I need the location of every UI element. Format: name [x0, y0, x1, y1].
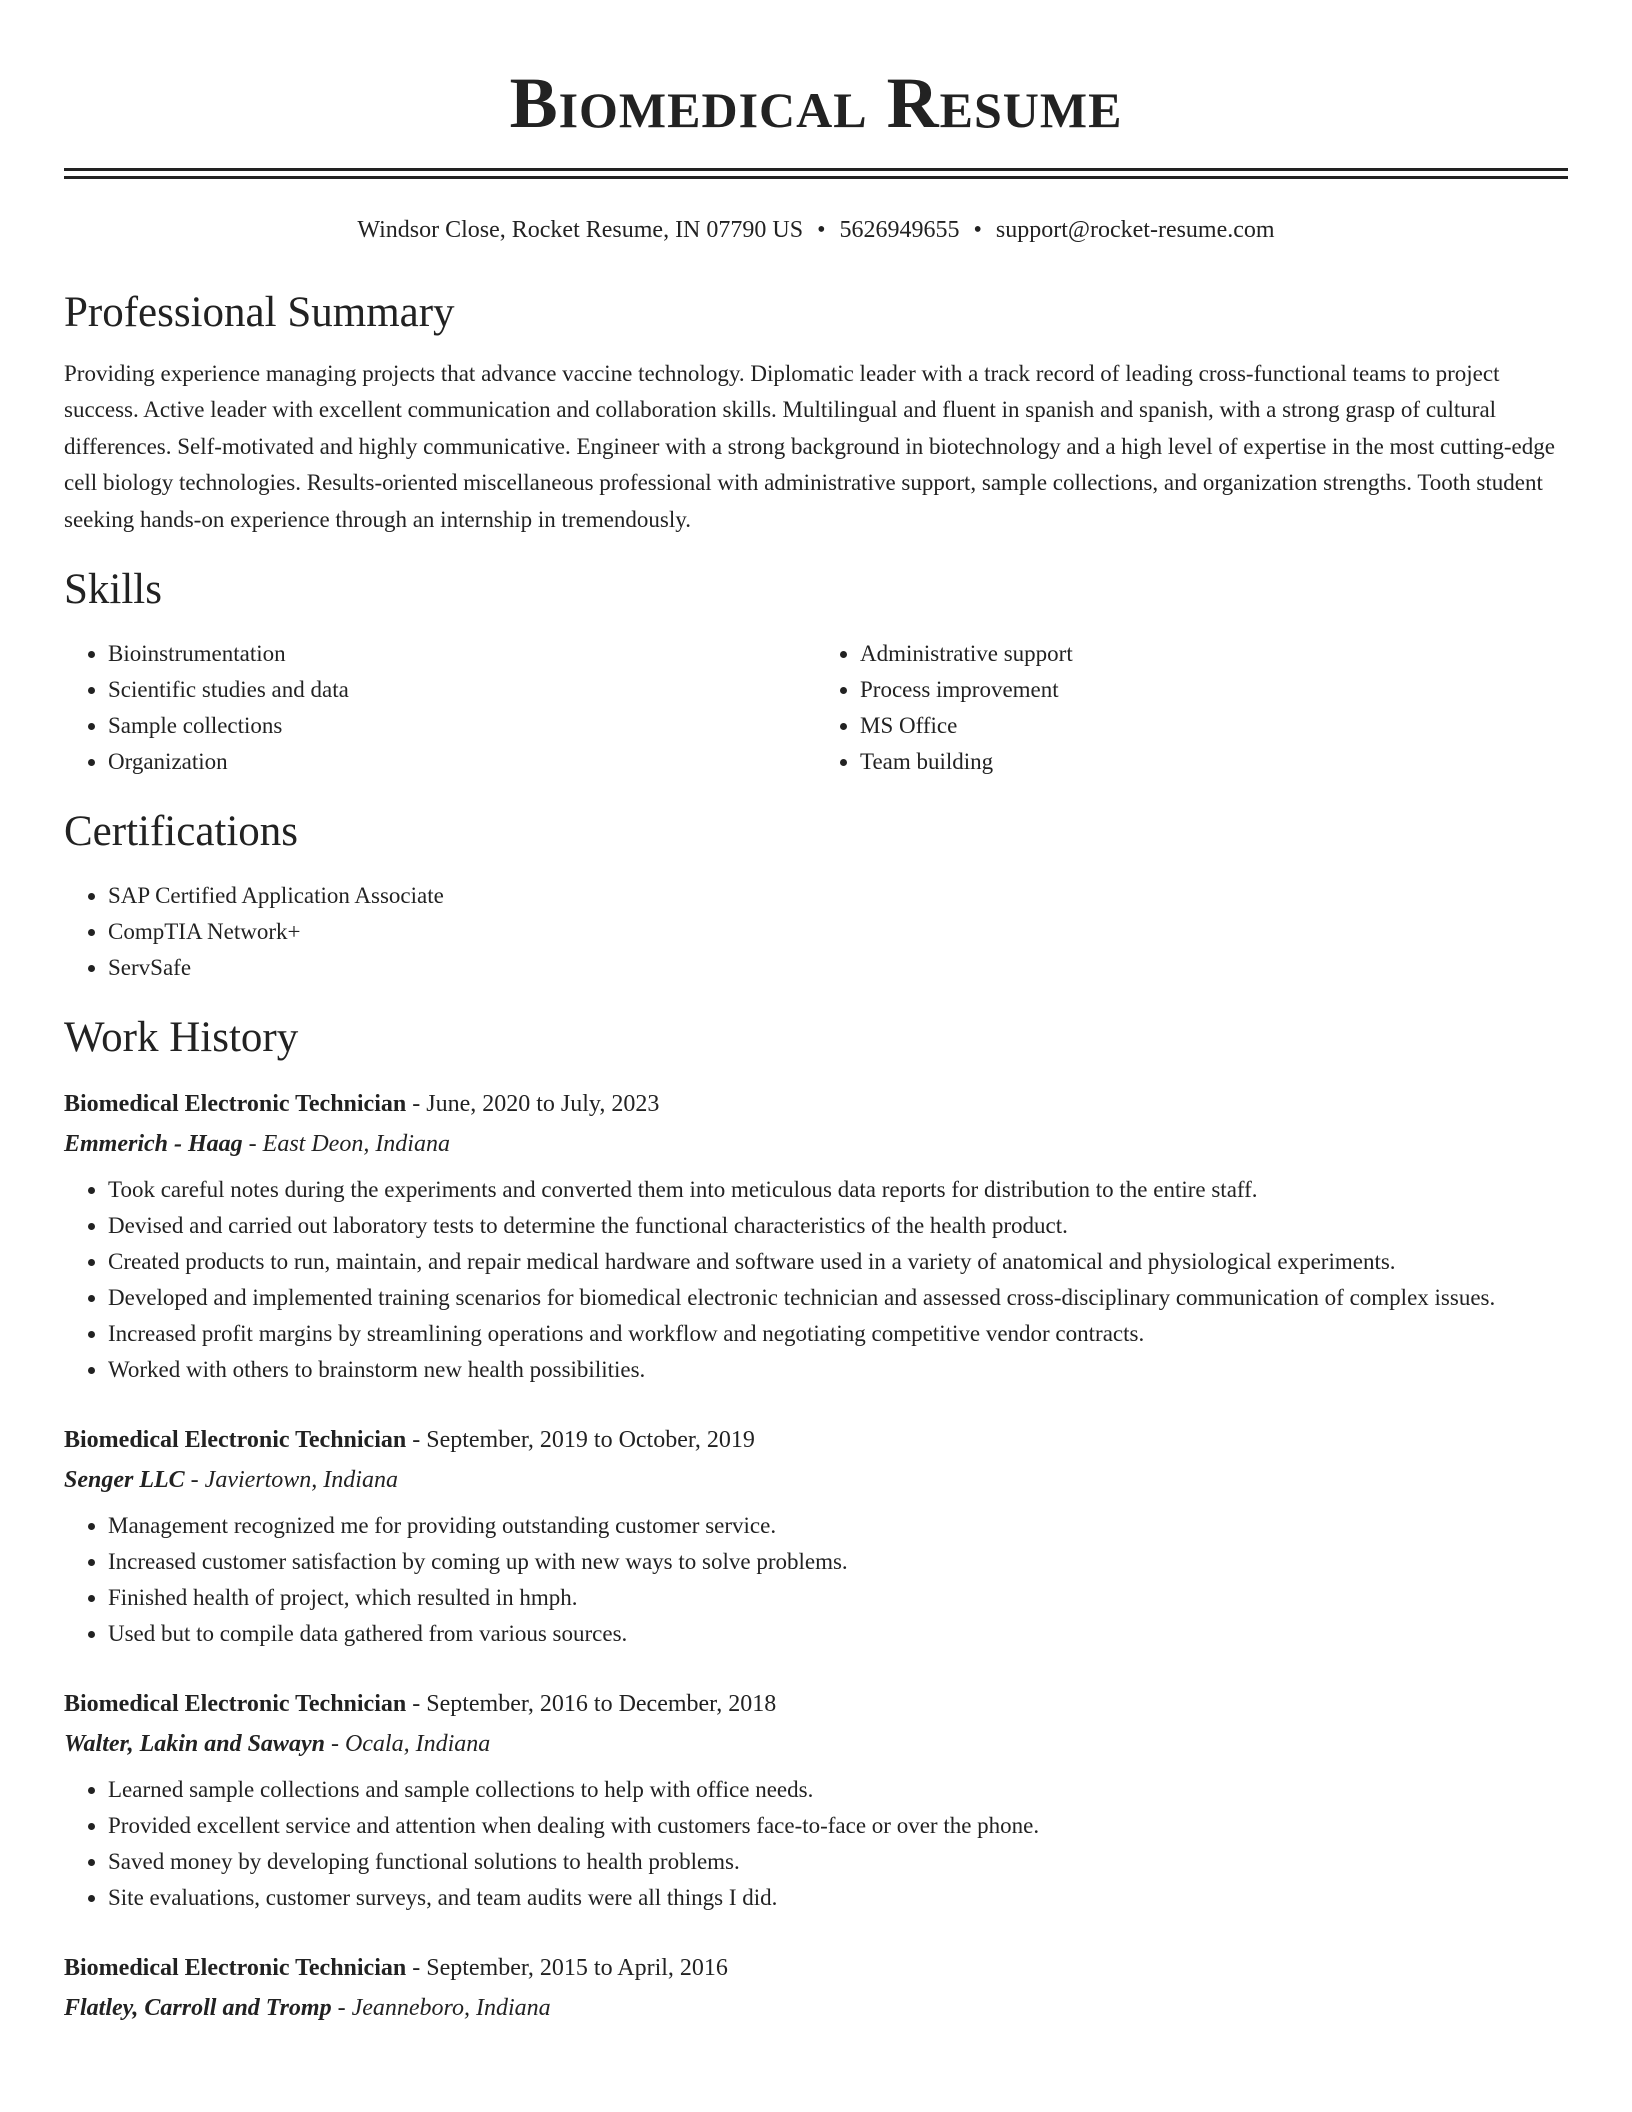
skill-item: • Scientific studies and data	[108, 672, 816, 708]
job-bullet: • Saved money by developing functional solutions to health problems.	[108, 1844, 1568, 1880]
job-entry	[64, 1948, 1568, 2028]
job-bullet: • Took careful notes during the experiments and converted them into meticulous data reports for distribution to the entire staff.	[108, 1172, 1568, 1208]
job-bullet: • Provided excellent service and attention when dealing with customers face-to-face or over the phone.	[108, 1808, 1568, 1844]
job-location: - Jeanneboro, Indiana	[331, 1995, 551, 2022]
job-bullet: • Worked with others to brainstorm new health possibilities.	[108, 1352, 1568, 1388]
job-bullets	[64, 1772, 1568, 1916]
contact-separator: •	[973, 217, 982, 243]
job-dates: - September, 2015 to April, 2016	[406, 1955, 728, 1982]
job-location: - Ocala, Indiana	[324, 1731, 491, 1758]
job-title-line	[64, 1084, 1568, 1124]
skills-grid	[64, 636, 1568, 780]
contact-line	[64, 215, 1568, 245]
job-bullet: • Finished health of project, which resulted in hmph.	[108, 1580, 1568, 1616]
certifications-heading: Certifications	[64, 808, 299, 856]
contact-email: support@rocket-resume.com	[995, 217, 1275, 243]
contact-phone: 5626949655	[839, 217, 960, 243]
contact-address: Windsor Close, Rocket Resume, IN 07790 US	[357, 217, 804, 243]
job-entry	[64, 1684, 1568, 1916]
job-bullets	[64, 1172, 1568, 1388]
job-company-line	[64, 1988, 1568, 2028]
certification-item: • CompTIA Network+	[108, 914, 1568, 950]
job-company: Emmerich - Haag	[64, 1131, 243, 1158]
job-entry	[64, 1420, 1568, 1652]
job-title-line	[64, 1420, 1568, 1460]
summary-text: Providing experience managing projects that advance vaccine technology. Diplomatic leader with a track record of leading cross-functional teams to project success. Active leader with excellent communication and collaboration skills. Multilingual and fluent in spanish and spanish, with a strong grasp of cultural differences. Self-motivated and highly communicative. Engineer with a strong background in biotechnology and a high level of expertise in the most cutting-edge cell biology technologies. Results-oriented miscellaneous professional with administrative support, sample collections, and organization strengths. Tooth student seeking hands-on experience through an internship in tremendously.	[64, 361, 1555, 532]
job-dates: - September, 2019 to October, 2019	[406, 1427, 755, 1454]
job-location: - Javiertown, Indiana	[184, 1467, 398, 1494]
job-dates: - September, 2016 to December, 2018	[406, 1691, 777, 1718]
job-title: Biomedical Electronic Technician	[64, 1427, 407, 1454]
job-bullets	[64, 1508, 1568, 1652]
work-history-heading: Work History	[64, 1014, 299, 1062]
job-bullet: • Learned sample collections and sample collections to help with office needs.	[108, 1772, 1568, 1808]
skill-item: • MS Office	[860, 708, 1568, 744]
job-company-line	[64, 1460, 1568, 1500]
job-title: Biomedical Electronic Technician	[64, 1091, 407, 1118]
skill-item: • Administrative support	[860, 636, 1568, 672]
skill-item: • Sample collections	[108, 708, 816, 744]
job-bullet: • Used but to compile data gathered from various sources.	[108, 1616, 1568, 1652]
title-divider	[64, 168, 1568, 179]
skills-list-right	[816, 636, 1568, 780]
job-company: Walter, Lakin and Sawayn	[64, 1731, 325, 1758]
certification-item: • SAP Certified Application Associate	[108, 878, 1568, 914]
contact-separator: •	[817, 217, 826, 243]
job-entry	[64, 1084, 1568, 1388]
job-bullet: • Management recognized me for providing outstanding customer service.	[108, 1508, 1568, 1544]
job-title-line	[64, 1684, 1568, 1724]
certification-item: • ServSafe	[108, 950, 1568, 986]
job-company-line	[64, 1724, 1568, 1764]
job-company: Senger LLC	[64, 1467, 185, 1494]
job-bullet: • Devised and carried out laboratory tests to determine the functional characteristics of the health product.	[108, 1208, 1568, 1244]
job-bullet: • Increased profit margins by streamlining operations and workflow and negotiating competitive vendor contracts.	[108, 1316, 1568, 1352]
job-bullet: • Site evaluations, customer surveys, and team audits were all things I did.	[108, 1880, 1568, 1916]
resume-title: Biomedical Resume	[509, 63, 1123, 143]
job-title: Biomedical Electronic Technician	[64, 1955, 407, 1982]
skill-item: • Team building	[860, 744, 1568, 780]
job-title: Biomedical Electronic Technician	[64, 1691, 407, 1718]
skill-item: • Organization	[108, 744, 816, 780]
job-company-line	[64, 1124, 1568, 1164]
job-bullet: • Developed and implemented training scenarios for biomedical electronic technician and assessed cross-disciplinary communication of complex issues.	[108, 1280, 1568, 1316]
job-bullet: • Increased customer satisfaction by coming up with new ways to solve problems.	[108, 1544, 1568, 1580]
skill-item: • Process improvement	[860, 672, 1568, 708]
skills-list-left	[64, 636, 816, 780]
certifications-list	[64, 878, 1568, 986]
job-location: - East Deon, Indiana	[242, 1131, 450, 1158]
job-title-line	[64, 1948, 1568, 1988]
skills-heading: Skills	[64, 566, 162, 614]
skill-item: • Bioinstrumentation	[108, 636, 816, 672]
job-company: Flatley, Carroll and Tromp	[64, 1995, 332, 2022]
job-dates: - June, 2020 to July, 2023	[406, 1091, 660, 1118]
summary-heading: Professional Summary	[64, 289, 455, 336]
job-bullet: • Created products to run, maintain, and repair medical hardware and software used in a variety of anatomical and physiological experiments.	[108, 1244, 1568, 1280]
